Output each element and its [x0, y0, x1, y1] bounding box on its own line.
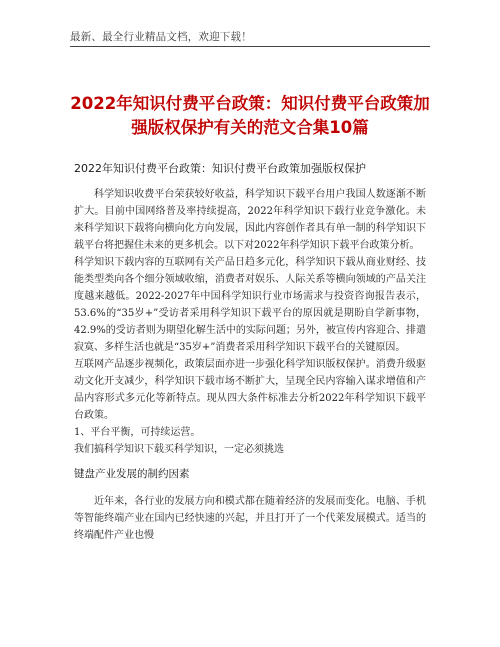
list-item: 1、平台平衡，可持续运营。: [74, 427, 201, 438]
header-divider: [70, 46, 430, 47]
section-title: 2022年知识付费平台政策：知识付费平台政策加强版权保护: [74, 162, 366, 175]
document-body: [74, 186, 426, 544]
paragraph: 我们搞科学知识下载买科学知识，一定必须挑选: [74, 444, 284, 455]
paragraph: 科学知识下载内容的互联网有关产品日趋多元化，科学知识下载从商业财经、技能类型类向各个细分领域收缩，消费者对娱乐、人际关系等横向领域的产品关注度越来越低。2022-2027年中国科学知识行业市场需求与投资咨询报告表示，53.6%的“35岁+”受访者采用科学知识下载平台的原因就是期盼自学新事物，42.9%的受访者则为期望化解生活中的实际问题；另外，被宣传内容迎合、排遣寂寞、多样生活也就是“35岁+”消费者采用科学知识下载平台的关键原因。: [74, 257, 426, 353]
header-note: 最新、最全行业精品文档，欢迎下载！: [70, 31, 252, 43]
paragraph: 科学知识收费平台荣获较好收益，科学知识下载平台用户我国人数逐渐不断扩大。目前中国网络普及率持续提高，2022年科学知识下载行业竞争激化。未来科学知识下载将向横向化方向发展，因此内容创作者具有单一制的科学知识下载平台将把握住未来的更多机会。以下对2022年科学知识下载平台政策分析。: [74, 189, 426, 251]
subheading: 键盘产业发展的制约因素: [74, 468, 190, 480]
document-title: 2022年知识付费平台政策：知识付费平台政策加强版权保护有关的范文合集10篇: [70, 94, 430, 137]
paragraph: 近年来，各行业的发展方向和模式都在随着经济的发展而变化。电脑、手机等智能终端产业在国内已经快速的兴起，并且打开了一个代莱发展模式。适当的终端配件产业也慢: [74, 496, 426, 541]
paragraph: 互联网产品逐步视频化，政策层面亦进一步强化科学知识版权保护。消费升级驱动文化开支减少，科学知识下载市场不断扩大，呈现全民内容输入谋求增值和产品内容形式多元化等新特点。现从四大条件标准去分析2022年科学知识下载平台政策。: [74, 359, 426, 421]
